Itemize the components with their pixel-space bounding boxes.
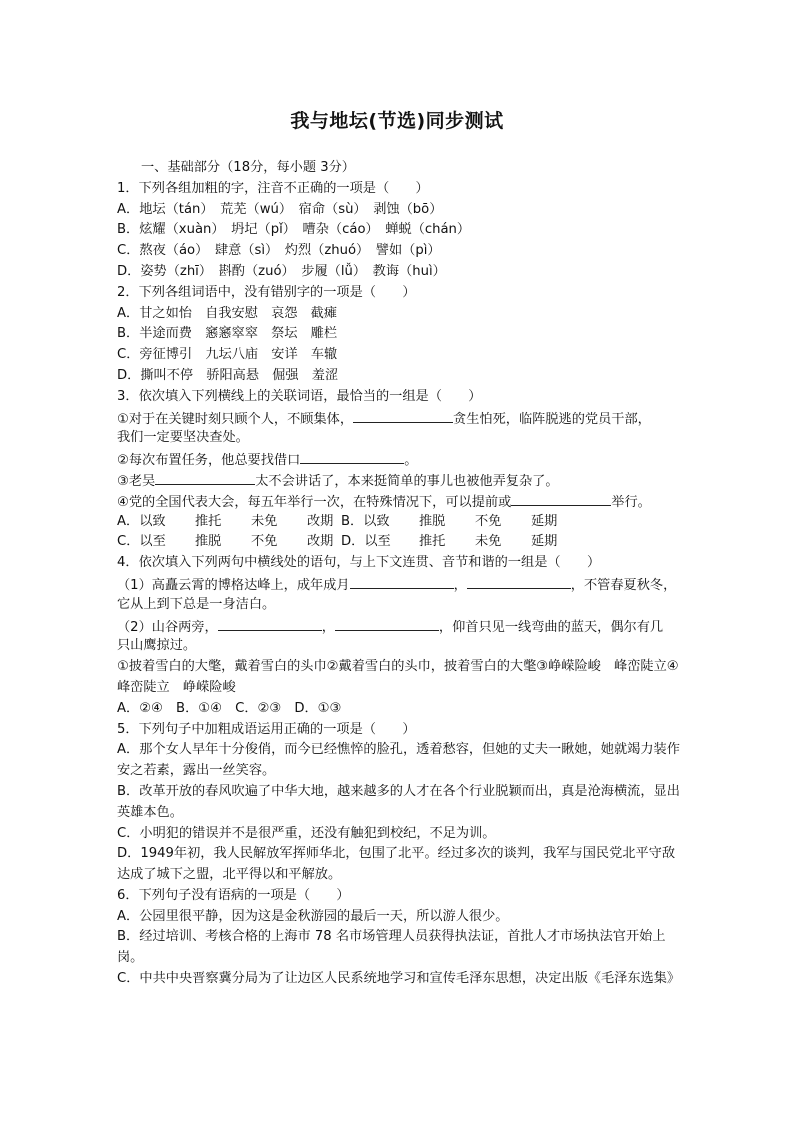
q1-option-b: B．炫耀（xuàn） 坍圮（pǐ） 嘈杂（cáo） 蝉蜕（chán） bbox=[117, 222, 471, 238]
q3-stem: 3．依次填入下列横线上的关联词语，最恰当的一组是（ ） bbox=[117, 388, 482, 404]
q5-option-d: D．1949年初，我人民解放军挥师华北，包围了北平。经过多次的谈判，我军与国民党北平守敌达成了城下之盟，北平得以和平解放。 bbox=[117, 846, 676, 883]
q3-options-ab: A．以致 推托 未免 改期 B．以致 推脱 不免 延期 bbox=[117, 513, 558, 529]
fill-blank bbox=[467, 574, 571, 589]
q4-stem: 4．依次填入下列两句中横线处的语句，与上下文连贯、音节和谐的一组是（ ） bbox=[117, 555, 601, 571]
q5-option-a: A．那个女人早年十分俊俏，而今已经憔悴的脸孔，透着愁容，但她的丈夫一瞅她，她就竭力装作安之若素，露出一丝笑容。 bbox=[117, 742, 680, 779]
q3-options-cd: C．以至 推脱 不免 改期 D．以至 推托 未免 延期 bbox=[117, 534, 558, 550]
section-heading: 一、基础部分（18分，每小题 3分） bbox=[141, 160, 355, 175]
fill-blank bbox=[511, 491, 611, 506]
q5-option-b: B．改革开放的春风吹遍了中华大地，越来越多的人才在各个行业脱颖而出，真是沧海横流，显出英雄本色。 bbox=[117, 783, 680, 820]
q2-option-d: D．撕叫不停 骄阳高悬 倔强 羞涩 bbox=[117, 367, 339, 383]
q3-sentence-4: ④党的全国代表大会，每五年举行一次，在特殊情况下，可以提前或 举行。 bbox=[117, 491, 687, 512]
fill-blank bbox=[300, 449, 404, 464]
q4-choices: ①披着雪白的大氅，戴着雪白的头巾②戴着雪白的头巾，披着雪白的大氅③峥嵘险峻 峰峦陡立④峰峦陡立 峥嵘险峻 bbox=[117, 659, 679, 695]
q2-option-a: A．甘之如怡 自我安慰 哀怨 截瘫 bbox=[117, 305, 338, 321]
q4-sentence-2: （2）山谷两旁， ， ，仰首只见一线弯曲的蓝天，偶尔有几 bbox=[117, 616, 687, 637]
q4-sentence-1: （1）高矗云霄的博格达峰上，成年成月 ， ，不管春夏秋冬， bbox=[117, 574, 687, 595]
q6-option-c: C．中共中央晋察冀分局为了让边区人民系统地学习和宣传毛泽东思想，决定出版《毛泽东选集》 bbox=[117, 971, 681, 987]
q2-stem: 2．下列各组词语中，没有错别字的一项是（ ） bbox=[117, 284, 416, 300]
fill-blank bbox=[155, 470, 255, 485]
q4-sentence-1-cont: 它从上到下总是一身洁白。 bbox=[117, 596, 276, 612]
q6-option-b: B．经过培训、考核合格的上海市 78 名市场管理人员获得执法证，首批人才市场执法官开始上岗。 bbox=[117, 929, 666, 966]
q3-sentence-1-cont: 我们一定要坚决查处。 bbox=[117, 430, 249, 446]
fill-blank bbox=[335, 616, 439, 631]
q1-stem: 1．下列各组加粗的字，注音不正确的一项是（ ） bbox=[117, 180, 429, 196]
q3-sentence-2: ②每次布置任务，他总要找借口 。 bbox=[117, 449, 687, 470]
q5-stem: 5．下列句子中加粗成语运用正确的一项是（ ） bbox=[117, 721, 416, 737]
q1-option-c: C．熬夜（áo） 肆意（sì） 灼烈（zhuó） 譬如（pì） bbox=[117, 243, 441, 259]
q3-sentence-3: ③老吴 太不会讲话了，本来挺简单的事儿也被他弄复杂了。 bbox=[117, 470, 687, 491]
fill-blank bbox=[353, 408, 453, 423]
q5-option-c: C．小明犯的错误并不是很严重，还没有触犯到校纪，不足为训。 bbox=[117, 825, 496, 841]
q2-option-b: B．半途而费 窸窸窣窣 祭坛 雕栏 bbox=[117, 326, 338, 342]
q6-stem: 6．下列句子没有语病的一项是（ ） bbox=[117, 887, 350, 903]
fill-blank bbox=[350, 574, 454, 589]
test-content bbox=[117, 158, 687, 990]
q4-answer-options: A．②④ B．①④ C．②③ D．①③ bbox=[117, 700, 342, 716]
q4-sentence-2-cont: 只山鹰掠过。 bbox=[117, 638, 197, 654]
q1-option-d: D．姿势（zhī） 斟酌（zuó） 步履（lǚ） 教诲（huì） bbox=[117, 263, 446, 279]
q3-sentence-1: ①对于在关键时刻只顾个人，不顾集体， 贪生怕死，临阵脱逃的党员干部， bbox=[117, 408, 687, 429]
q1-option-a: A．地坛（tán） 荒芜（wú） 宿命（sù） 剥蚀（bō） bbox=[117, 201, 443, 217]
q6-option-a: A．公园里很平静，因为这是金秋游园的最后一天，所以游人很少。 bbox=[117, 908, 509, 924]
q2-option-c: C．旁征博引 九坛八庙 安详 车辙 bbox=[117, 347, 338, 363]
page-title: 我与地坛(节选)同步测试 bbox=[290, 110, 504, 132]
fill-blank bbox=[218, 616, 322, 631]
